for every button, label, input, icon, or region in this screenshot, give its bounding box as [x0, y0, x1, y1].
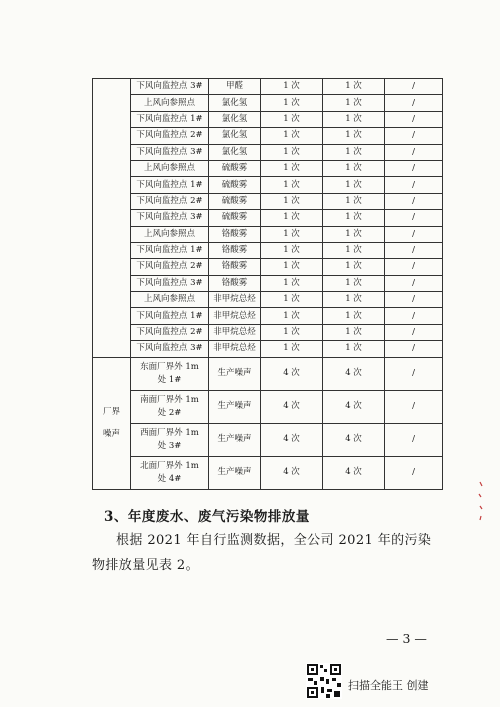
table-cell: 4 次	[323, 357, 385, 390]
table-cell: /	[385, 423, 443, 456]
table-cell: 上风向参照点	[131, 226, 209, 242]
table-cell: 生产噪声	[209, 423, 261, 456]
table-cell: 下风向监控点 3#	[131, 144, 209, 160]
table-cell: 氯化氢	[209, 128, 261, 144]
table-cell: 非甲烷总烃	[209, 341, 261, 357]
table-row	[93, 259, 443, 275]
table-cell: 1 次	[261, 95, 323, 111]
table-cell: 氯化氢	[209, 144, 261, 160]
table-cell: /	[385, 275, 443, 291]
table-cell: /	[385, 144, 443, 160]
table-row	[93, 308, 443, 324]
table-row	[93, 111, 443, 127]
table-row	[93, 128, 443, 144]
table-cell: 1 次	[261, 111, 323, 127]
table-cell: 1 次	[261, 242, 323, 258]
table-cell: 4 次	[261, 456, 323, 489]
table-cell: 下风向监控点 1#	[131, 242, 209, 258]
table-row	[93, 357, 443, 390]
table-cell: 硫酸雾	[209, 177, 261, 193]
table-row	[93, 341, 443, 357]
table-cell: /	[385, 160, 443, 176]
table-cell: /	[385, 111, 443, 127]
table-cell: /	[385, 357, 443, 390]
table-cell: 生产噪声	[209, 456, 261, 489]
table-cell: 非甲烷总烃	[209, 292, 261, 308]
table-row	[93, 275, 443, 291]
table-cell: 下风向监控点 3#	[131, 275, 209, 291]
table-cell: 1 次	[323, 95, 385, 111]
table-cell: 1 次	[323, 341, 385, 357]
table-cell: /	[385, 456, 443, 489]
scanner-watermark: 扫描全能王 创建	[348, 679, 429, 692]
table-cell: 1 次	[323, 128, 385, 144]
table-row	[93, 423, 443, 456]
table-cell: 下风向监控点 1#	[131, 308, 209, 324]
table-cell: 4 次	[261, 357, 323, 390]
table-cell: 铬酸雾	[209, 259, 261, 275]
table-cell: 1 次	[261, 79, 323, 95]
table-cell: 氯化氢	[209, 95, 261, 111]
table-cell: 1 次	[261, 324, 323, 340]
table-cell: 上风向参照点	[131, 95, 209, 111]
table-cell: /	[385, 128, 443, 144]
table-cell: 1 次	[323, 193, 385, 209]
table-cell: 1 次	[323, 292, 385, 308]
table-cell: 铬酸雾	[209, 242, 261, 258]
monitoring-table-body	[93, 79, 443, 490]
table-cell: 下风向监控点 3#	[131, 210, 209, 226]
table-cell: 4 次	[261, 390, 323, 423]
table-cell: 下风向监控点 2#	[131, 193, 209, 209]
table-row	[93, 242, 443, 258]
table-cell: 1 次	[261, 308, 323, 324]
table-cell: 1 次	[261, 210, 323, 226]
table-cell: 硫酸雾	[209, 193, 261, 209]
table-cell: 1 次	[323, 177, 385, 193]
table-cell: 铬酸雾	[209, 226, 261, 242]
table-cell: 1 次	[323, 111, 385, 127]
table-cell: 南面厂界外 1m 处 2#	[131, 390, 209, 423]
qr-code-icon	[306, 663, 342, 699]
table-cell: 1 次	[261, 193, 323, 209]
table-cell: 下风向监控点 3#	[131, 341, 209, 357]
table-cell: 4 次	[261, 423, 323, 456]
table-cell: 下风向监控点 2#	[131, 259, 209, 275]
table-cell: /	[385, 226, 443, 242]
table-cell: /	[385, 390, 443, 423]
table-cell: 1 次	[323, 144, 385, 160]
table-cell: 北面厂界外 1m 处 4#	[131, 456, 209, 489]
table-cell: 东面厂界外 1m 处 1#	[131, 357, 209, 390]
table-row	[93, 144, 443, 160]
table-cell: /	[385, 324, 443, 340]
noise-group-label: 厂界噪声	[93, 357, 131, 489]
table-cell: 1 次	[261, 226, 323, 242]
monitoring-table	[92, 78, 443, 490]
table-cell: /	[385, 177, 443, 193]
table-row	[93, 193, 443, 209]
section-heading: 3、年度废水、废气污染物排放量	[104, 509, 310, 525]
table-cell: 1 次	[323, 160, 385, 176]
table-cell: /	[385, 79, 443, 95]
table-cell: 1 次	[261, 144, 323, 160]
table-cell: 西面厂界外 1m 处 3#	[131, 423, 209, 456]
table-cell: 硫酸雾	[209, 160, 261, 176]
table-cell: 1 次	[261, 292, 323, 308]
table-row	[93, 160, 443, 176]
table-cell: 1 次	[323, 226, 385, 242]
table-cell: 1 次	[261, 128, 323, 144]
table-cell: 铬酸雾	[209, 275, 261, 291]
table-cell: 1 次	[261, 275, 323, 291]
table-cell: 1 次	[323, 79, 385, 95]
table-row	[93, 210, 443, 226]
table-row	[93, 226, 443, 242]
table-cell: 1 次	[323, 308, 385, 324]
table-cell: /	[385, 259, 443, 275]
table-cell: 1 次	[323, 259, 385, 275]
table-cell: 下风向监控点 3#	[131, 79, 209, 95]
table-cell: 硫酸雾	[209, 210, 261, 226]
table-cell: 1 次	[261, 259, 323, 275]
page-number: — 3 —	[386, 631, 427, 646]
table-row	[93, 324, 443, 340]
table-cell: /	[385, 242, 443, 258]
table-cell: 下风向监控点 2#	[131, 128, 209, 144]
table-cell: 上风向参照点	[131, 160, 209, 176]
body-paragraph: 根据 2021 年自行监测数据，全公司 2021 年的污染物排放量见表 2。	[92, 533, 432, 573]
table-cell: /	[385, 193, 443, 209]
table-cell: 1 次	[261, 341, 323, 357]
group-cell-blank	[93, 79, 131, 358]
table-cell: 下风向监控点 2#	[131, 324, 209, 340]
red-stamp-mark	[476, 480, 486, 522]
table-row	[93, 292, 443, 308]
table-cell: /	[385, 341, 443, 357]
table-cell: 下风向监控点 1#	[131, 177, 209, 193]
table-cell: 下风向监控点 1#	[131, 111, 209, 127]
table-cell: 4 次	[323, 423, 385, 456]
table-cell: 4 次	[323, 456, 385, 489]
table-cell: 上风向参照点	[131, 292, 209, 308]
table-row	[93, 95, 443, 111]
table-cell: /	[385, 292, 443, 308]
table-cell: 1 次	[261, 160, 323, 176]
table-cell: 1 次	[261, 177, 323, 193]
table-cell: 生产噪声	[209, 357, 261, 390]
table-cell: /	[385, 210, 443, 226]
table-cell: 氯化氢	[209, 111, 261, 127]
table-row	[93, 390, 443, 423]
table-cell: 1 次	[323, 275, 385, 291]
table-cell: 甲醛	[209, 79, 261, 95]
table-cell: 非甲烷总烃	[209, 324, 261, 340]
table-row	[93, 456, 443, 489]
table-cell: 1 次	[323, 210, 385, 226]
table-cell: 生产噪声	[209, 390, 261, 423]
table-cell: 非甲烷总烃	[209, 308, 261, 324]
table-cell: /	[385, 95, 443, 111]
table-cell: 1 次	[323, 242, 385, 258]
table-cell: 1 次	[323, 324, 385, 340]
table-row	[93, 177, 443, 193]
table-row	[93, 79, 443, 95]
table-cell: /	[385, 308, 443, 324]
table-cell: 4 次	[323, 390, 385, 423]
